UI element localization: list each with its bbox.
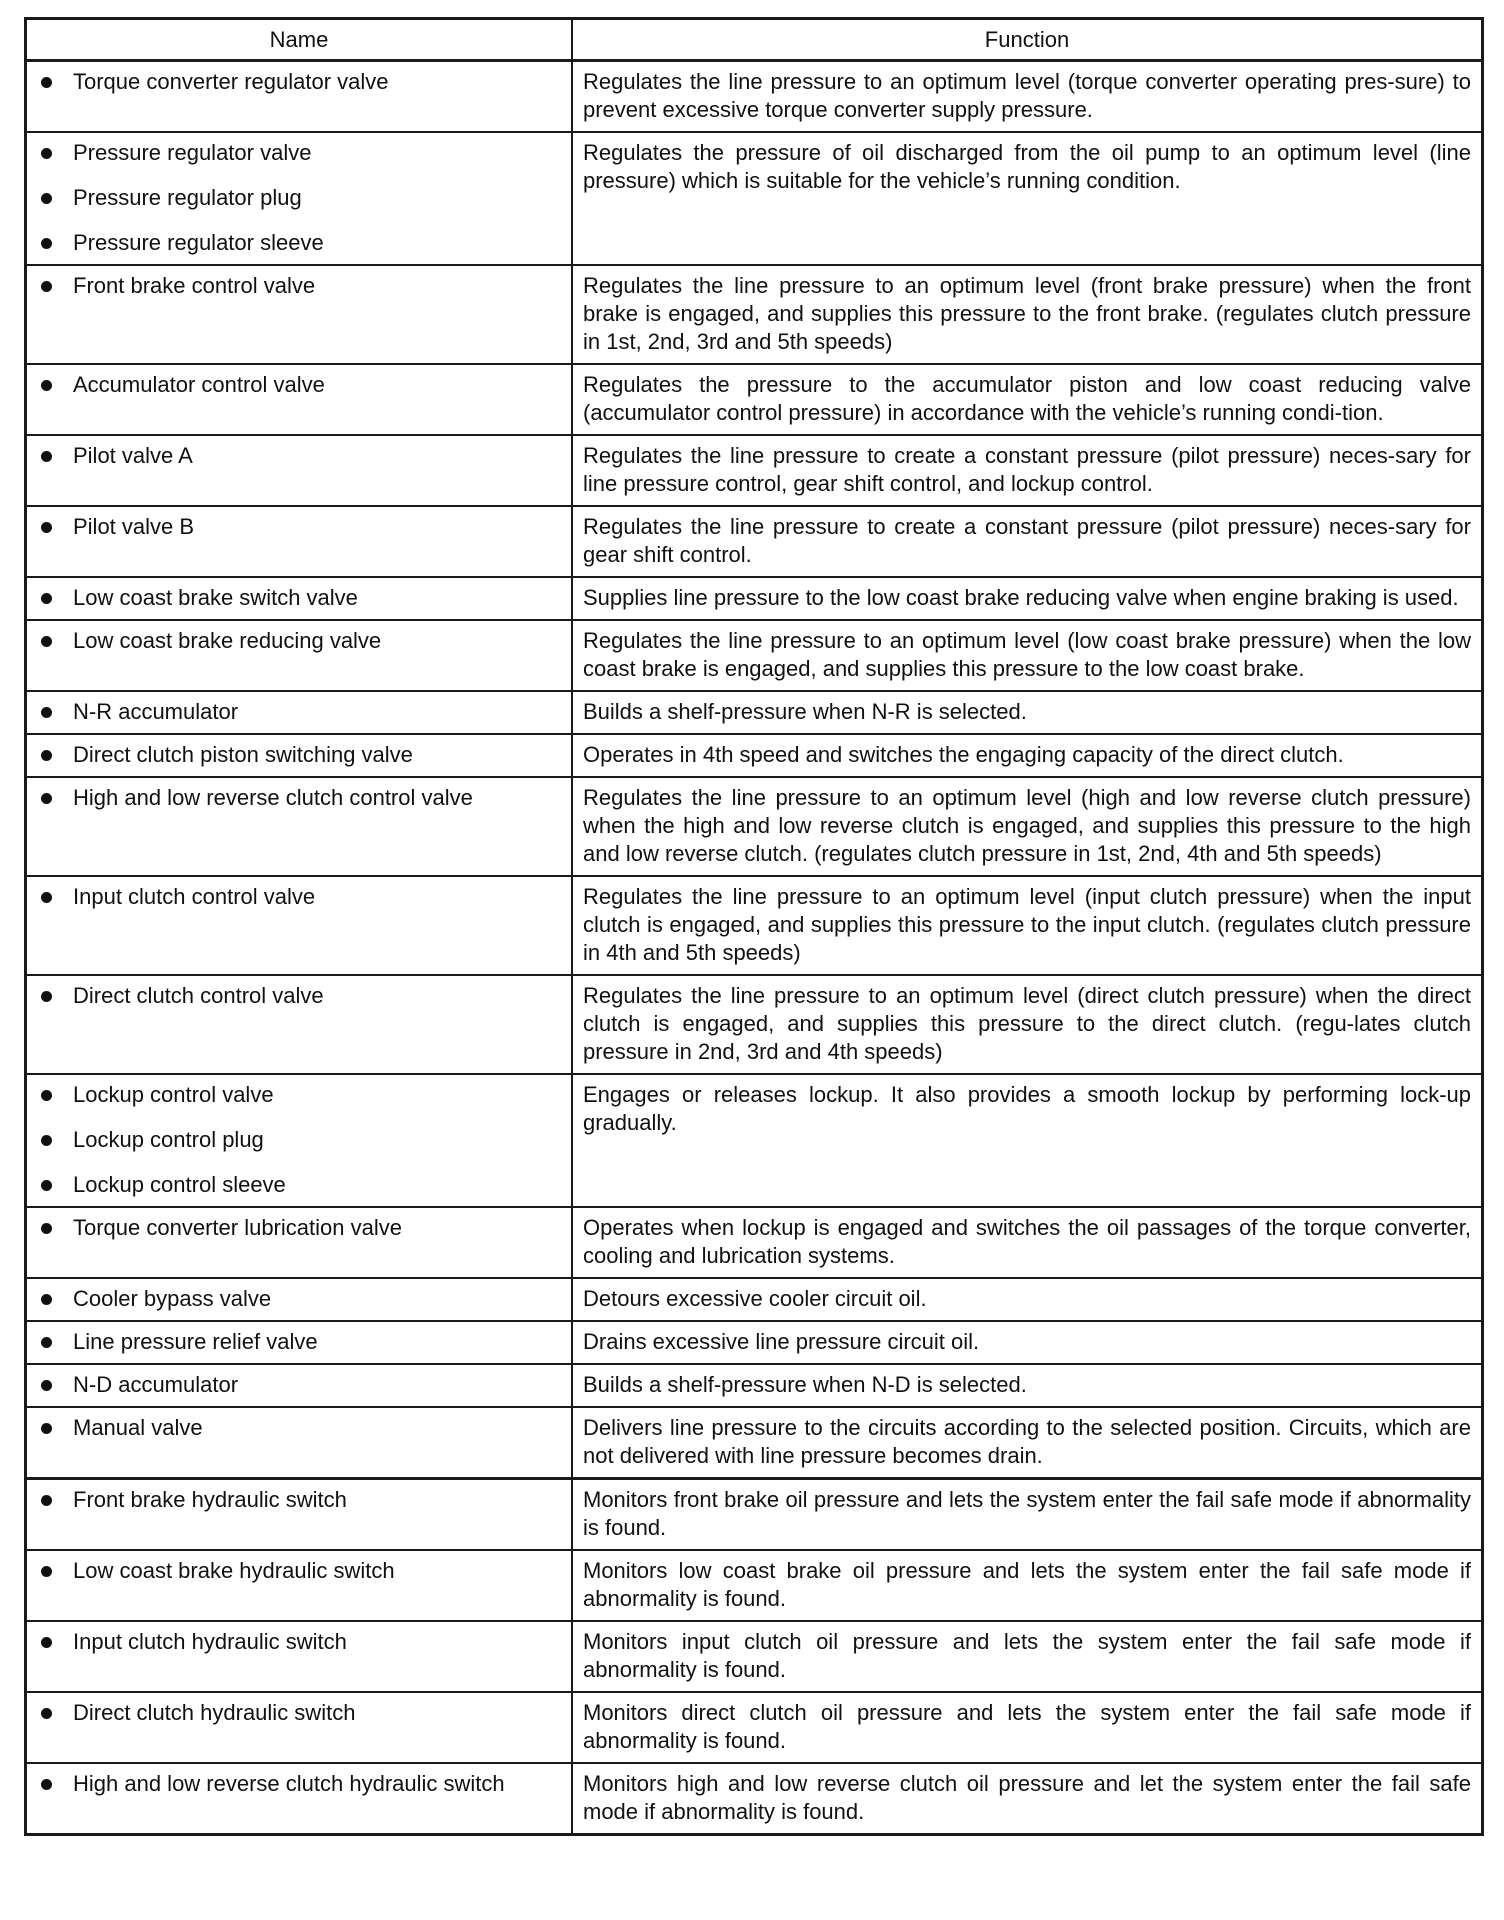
- function-description: Regulates the line pressure to create a constant pressure (pilot pressure) neces-sary for line pressure control, gear shift control, and lockup control.: [572, 435, 1481, 506]
- table-row: [27, 1321, 1481, 1364]
- name-cell: [27, 1278, 572, 1321]
- column-header-function: Function: [572, 20, 1481, 61]
- component-name: Low coast brake reducing valve: [37, 627, 561, 655]
- name-cell: [27, 61, 572, 133]
- function-description: Detours excessive cooler circuit oil.: [572, 1278, 1481, 1321]
- component-name-list: [37, 1699, 561, 1727]
- component-name: Input clutch hydraulic switch: [37, 1628, 561, 1656]
- component-name-list: [37, 627, 561, 655]
- table-row: [27, 1479, 1481, 1551]
- function-description: Monitors input clutch oil pressure and lets the system enter the fail safe mode if abnormality is found.: [572, 1621, 1481, 1692]
- table-row: [27, 1074, 1481, 1207]
- valve-function-table-frame: [24, 17, 1484, 1836]
- component-name: Low coast brake hydraulic switch: [37, 1557, 561, 1585]
- name-cell: [27, 1763, 572, 1833]
- component-name-list: [37, 1486, 561, 1514]
- table-row: [27, 734, 1481, 777]
- component-name: Torque converter regulator valve: [37, 68, 561, 96]
- function-description: Regulates the line pressure to create a constant pressure (pilot pressure) neces-sary for gear shift control.: [572, 506, 1481, 577]
- name-cell: [27, 1692, 572, 1763]
- component-name: Pressure regulator valve: [37, 139, 561, 167]
- function-description: Supplies line pressure to the low coast brake reducing valve when engine braking is used.: [572, 577, 1481, 620]
- name-cell: [27, 1479, 572, 1551]
- table-row: [27, 1207, 1481, 1278]
- component-name: Pressure regulator plug: [37, 184, 561, 212]
- component-name-list: [37, 1628, 561, 1656]
- function-description: Regulates the line pressure to an optimum level (front brake pressure) when the front brake is engaged, and supplies this pressure to the front brake. (regulates clutch pressure in 1st, 2nd, 3rd and 5th speeds): [572, 265, 1481, 364]
- component-name: Pilot valve A: [37, 442, 561, 470]
- table-row: [27, 975, 1481, 1074]
- component-name-list: [37, 1770, 561, 1798]
- name-cell: [27, 1621, 572, 1692]
- component-name: Lockup control plug: [37, 1126, 561, 1154]
- component-name: Front brake hydraulic switch: [37, 1486, 561, 1514]
- function-description: Operates when lockup is engaged and switches the oil passages of the torque converter, cooling and lubrication systems.: [572, 1207, 1481, 1278]
- component-name: Accumulator control valve: [37, 371, 561, 399]
- component-name: High and low reverse clutch control valve: [37, 784, 561, 812]
- component-name-list: [37, 784, 561, 812]
- component-name-list: [37, 1328, 561, 1356]
- function-description: Regulates the pressure to the accumulator piston and low coast reducing valve (accumulator control pressure) in accordance with the vehicle’s running condi-tion.: [572, 364, 1481, 435]
- table-row: [27, 1407, 1481, 1479]
- name-cell: [27, 435, 572, 506]
- table-row: [27, 1692, 1481, 1763]
- valve-function-table: [27, 20, 1481, 1833]
- component-name-list: [37, 883, 561, 911]
- component-name-list: [37, 139, 561, 257]
- component-name-list: [37, 1081, 561, 1199]
- function-description: Monitors direct clutch oil pressure and lets the system enter the fail safe mode if abnormality is found.: [572, 1692, 1481, 1763]
- function-description: Delivers line pressure to the circuits according to the selected position. Circuits, which are not delivered with line pressure becomes drain.: [572, 1407, 1481, 1479]
- table-row: [27, 1278, 1481, 1321]
- component-name: Torque converter lubrication valve: [37, 1214, 561, 1242]
- function-description: Engages or releases lockup. It also provides a smooth lockup by performing lock-up gradually.: [572, 1074, 1481, 1207]
- component-name: Front brake control valve: [37, 272, 561, 300]
- table-row: [27, 364, 1481, 435]
- table-row: [27, 691, 1481, 734]
- function-description: Regulates the line pressure to an optimum level (low coast brake pressure) when the low coast brake is engaged, and supplies this pressure to the low coast brake.: [572, 620, 1481, 691]
- name-cell: [27, 734, 572, 777]
- name-cell: [27, 364, 572, 435]
- function-description: Regulates the line pressure to an optimum level (high and low reverse clutch pressure) when the high and low reverse clutch is engaged, and supplies this pressure to the high and low reverse clutch. (regulates clutch pressure in 1st, 2nd, 4th and 5th speeds): [572, 777, 1481, 876]
- column-header-name: Name: [27, 20, 572, 61]
- component-name-list: [37, 272, 561, 300]
- table-row: [27, 132, 1481, 265]
- table-row: [27, 1621, 1481, 1692]
- table-row: [27, 1550, 1481, 1621]
- component-name-list: [37, 698, 561, 726]
- name-cell: [27, 691, 572, 734]
- function-description: Regulates the pressure of oil discharged from the oil pump to an optimum level (line pressure) which is suitable for the vehicle’s running condition.: [572, 132, 1481, 265]
- component-name-list: [37, 1285, 561, 1313]
- component-name-list: [37, 442, 561, 470]
- table-row: [27, 435, 1481, 506]
- table-body: [27, 61, 1481, 1834]
- component-name: Pressure regulator sleeve: [37, 229, 561, 257]
- component-name: N-D accumulator: [37, 1371, 561, 1399]
- table-row: [27, 577, 1481, 620]
- table-row: [27, 620, 1481, 691]
- name-cell: [27, 1321, 572, 1364]
- component-name: N-R accumulator: [37, 698, 561, 726]
- name-cell: [27, 1207, 572, 1278]
- component-name: Direct clutch control valve: [37, 982, 561, 1010]
- component-name-list: [37, 1371, 561, 1399]
- name-cell: [27, 506, 572, 577]
- function-description: Monitors high and low reverse clutch oil pressure and let the system enter the fail safe mode if abnormality is found.: [572, 1763, 1481, 1833]
- component-name-list: [37, 371, 561, 399]
- component-name-list: [37, 1414, 561, 1442]
- component-name: Direct clutch hydraulic switch: [37, 1699, 561, 1727]
- name-cell: [27, 577, 572, 620]
- table-row: [27, 1364, 1481, 1407]
- function-description: Regulates the line pressure to an optimum level (torque converter operating pres-sure) to prevent excessive torque converter supply pressure.: [583, 69, 1471, 122]
- component-name-list: [37, 982, 561, 1010]
- table-row: [27, 1763, 1481, 1833]
- function-description: Regulates the line pressure to an optimum level (input clutch pressure) when the input clutch is engaged, and supplies this pressure to the input clutch. (regulates clutch pressure in 4th and 5th speeds): [572, 876, 1481, 975]
- component-name-list: [37, 1557, 561, 1585]
- component-name: Lockup control sleeve: [37, 1171, 561, 1199]
- function-description: Drains excessive line pressure circuit oil.: [572, 1321, 1481, 1364]
- component-name: Line pressure relief valve: [37, 1328, 561, 1356]
- function-description: Builds a shelf-pressure when N-R is selected.: [572, 691, 1481, 734]
- name-cell: [27, 1407, 572, 1479]
- name-cell: [27, 620, 572, 691]
- function-description: Builds a shelf-pressure when N-D is selected.: [572, 1364, 1481, 1407]
- name-cell: [27, 265, 572, 364]
- name-cell: [27, 1074, 572, 1207]
- component-name: Cooler bypass valve: [37, 1285, 561, 1313]
- component-name-list: [37, 584, 561, 612]
- name-cell: [27, 1364, 572, 1407]
- table-row: [27, 265, 1481, 364]
- function-description: Regulates the line pressure to an optimum level (direct clutch pressure) when the direct clutch is engaged, and supplies this pressure to the direct clutch. (regu-lates clutch pressure in 2nd, 3rd and 4th speeds): [572, 975, 1481, 1074]
- component-name-list: [37, 68, 561, 96]
- name-cell: [27, 777, 572, 876]
- name-cell: [27, 132, 572, 265]
- component-name-list: [37, 513, 561, 541]
- name-cell: [27, 876, 572, 975]
- component-name: Direct clutch piston switching valve: [37, 741, 561, 769]
- component-name: Input clutch control valve: [37, 883, 561, 911]
- table-row: [27, 506, 1481, 577]
- component-name: High and low reverse clutch hydraulic switch: [37, 1770, 561, 1798]
- component-name: Lockup control valve: [37, 1081, 561, 1109]
- table-row: [27, 876, 1481, 975]
- function-description: Operates in 4th speed and switches the engaging capacity of the direct clutch.: [572, 734, 1481, 777]
- component-name: Low coast brake switch valve: [37, 584, 561, 612]
- component-name-list: [37, 1214, 561, 1242]
- name-cell: [27, 975, 572, 1074]
- component-name: Manual valve: [37, 1414, 561, 1442]
- component-name-list: [37, 741, 561, 769]
- table-row: [27, 61, 1481, 133]
- table-header-row: [27, 20, 1481, 61]
- table-row: [27, 777, 1481, 876]
- function-description: Monitors front brake oil pressure and lets the system enter the fail safe mode if abnormality is found.: [572, 1479, 1481, 1551]
- function-description: Monitors low coast brake oil pressure and lets the system enter the fail safe mode if abnormality is found.: [572, 1550, 1481, 1621]
- name-cell: [27, 1550, 572, 1621]
- component-name: Pilot valve B: [37, 513, 561, 541]
